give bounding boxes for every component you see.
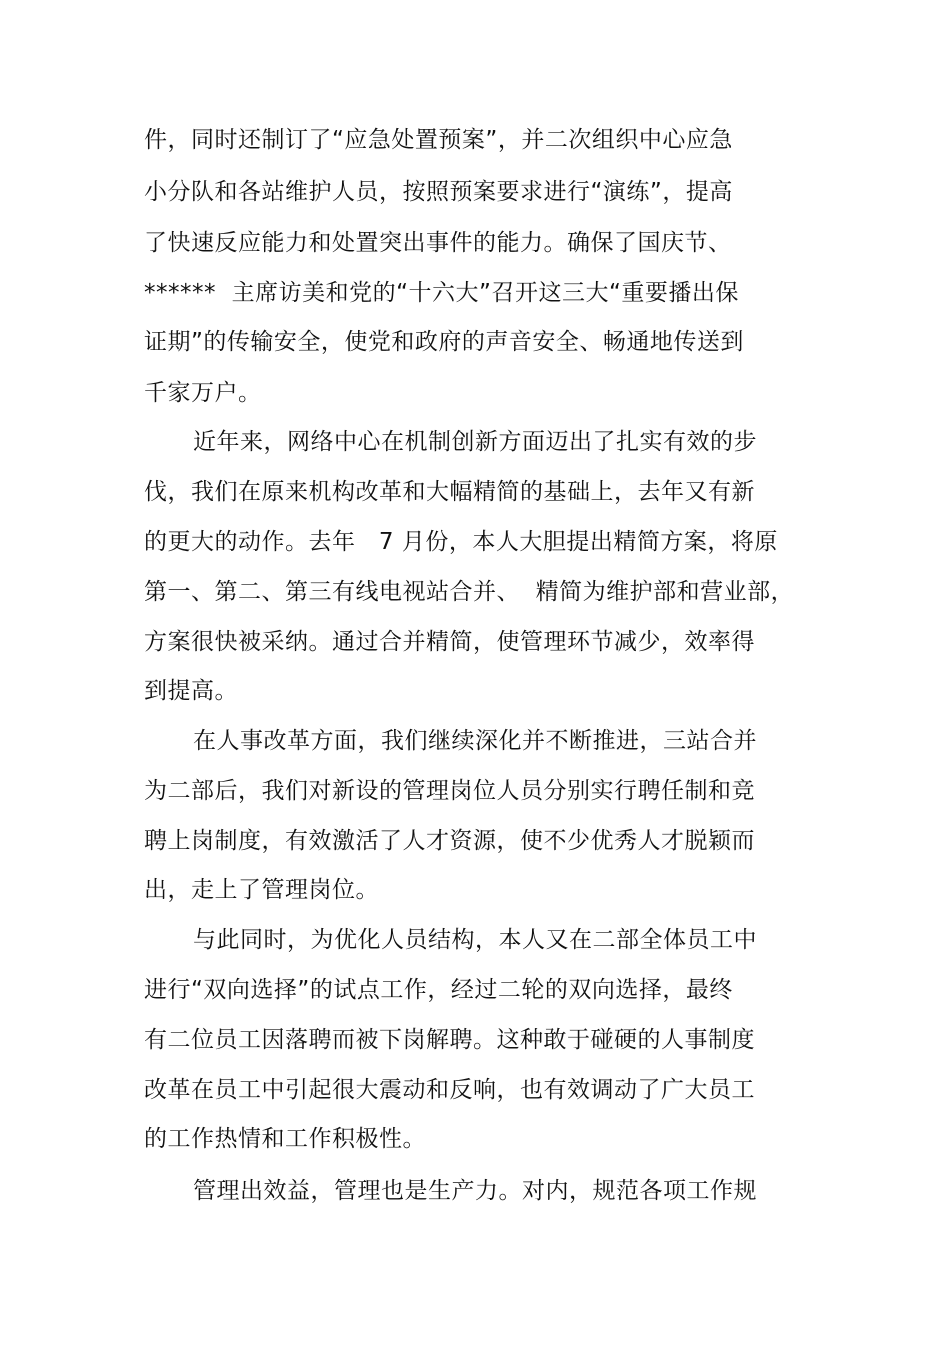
text-line: 小分队和各站维护人员，按照预案要求进行“演练”，提高	[144, 179, 733, 205]
text-line: 的更大的动作。去年 7 月份，本人大胆提出精简方案，将原	[144, 529, 778, 555]
text-line: 件，同时还制订了“应急处置预案”，并二次组织中心应急	[144, 127, 733, 153]
paragraph-first-line: 在人事改革方面，我们继续深化并不断推进，三站合并	[193, 728, 757, 754]
text-line: ****** 主席访美和党的“十六大”召开这三大“重要播出保	[144, 280, 739, 306]
text-line: 有二位员工因落聘而被下岗解聘。这种敢于碰硬的人事制度	[144, 1027, 755, 1053]
text-line: 证期”的传输安全，使党和政府的声音安全、畅通地传送到	[144, 329, 744, 355]
paragraph-first-line: 管理出效益，管理也是生产力。对内，规范各项工作规	[193, 1178, 757, 1204]
paragraph-first-line: 与此同时，为优化人员结构，本人又在二部全体员工中	[193, 927, 757, 953]
text-line: 第一、第二、第三有线电视站合并、 精简为维护部和营业部，	[144, 579, 795, 605]
text-line: 出，走上了管理岗位。	[144, 877, 379, 903]
text-line: 为二部后，我们对新设的管理岗位人员分别实行聘任制和竞	[144, 778, 755, 804]
text-line: 进行“双向选择”的试点工作，经过二轮的双向选择，最终	[144, 977, 733, 1003]
paragraph-first-line: 近年来，网络中心在机制创新方面迈出了扎实有效的步	[193, 429, 757, 455]
text-line: 伐，我们在原来机构改革和大幅精简的基础上，去年又有新	[144, 479, 755, 505]
text-line: 改革在员工中引起很大震动和反响，也有效调动了广大员工	[144, 1077, 755, 1103]
text-line: 了快速反应能力和处置突出事件的能力。确保了国庆节、	[144, 230, 732, 256]
text-line: 聘上岗制度，有效激活了人才资源，使不少优秀人才脱颖而	[144, 828, 755, 854]
text-line: 千家万户。	[144, 380, 262, 406]
text-line: 的工作热情和工作积极性。	[144, 1126, 426, 1152]
text-line: 到提高。	[144, 678, 238, 704]
text-line: 方案很快被采纳。通过合并精简，使管理环节减少，效率得	[144, 629, 755, 655]
